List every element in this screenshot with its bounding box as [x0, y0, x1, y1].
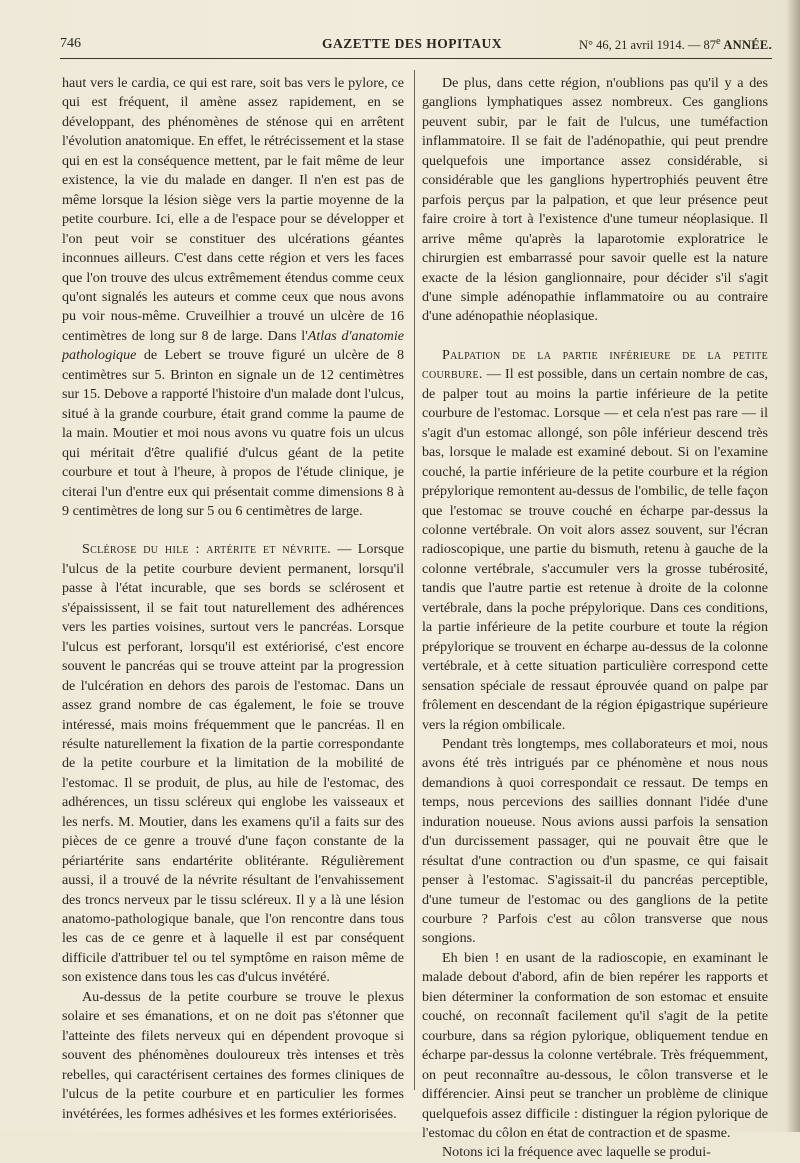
left-section-sclerose	[62, 540, 404, 987]
journal-title: GAZETTE DES HOPITAUX	[322, 36, 503, 51]
left-p1-italic: Atlas d'anatomie pathologique	[62, 327, 405, 364]
left-p1-text: haut vers le cardia, ce qui est rare, soit bas vers le pylore, ce qui est fréquent, il amène assez rapidement, en se développant, des phénomènes de sténose qui en arrêtent l'évolution anatomique. En effet, le rétrécissement et la stase qui en est la conséquence mettent, par le fait même de leur existence, la vie du malade en danger. Il n'en est pas de même lorsque la lésion siège vers la partie moyenne de la petite courbure. Ici, elle a de l'espace pour se développer et l'on peut voir se constituer des ulcérations géantes inconnues ailleurs. C'est dans cette région et vers les faces que l'on trouve des ulcus extrêmement étendus comme ceux qu'ont signalés les auteurs et comme ceux que nous avons pu voir nous-même. Cruveilhier a trouvé un ulcère de 16 centimètres de long sur 8 de large. Dans l'	[62, 75, 404, 344]
issue-date: N° 46, 21 avril 1914. — 87	[579, 38, 716, 53]
section-text-sclerose: — Lorsque l'ulcus de la petite courbure devient permanent, lorsqu'il passe à l'état incurable, que ses bords se sclérosent et s'épaississent, il se fait tout naturellement des adhérences vers les parties voisines, surtout vers le pancréas. Lorsque l'ulcus est perforant, lorsqu'il est extériorisé, c'est encore souvent le pancréas qui se trouve atteint par la progression de l'ulcération en dehors des parois de l'estomac. Dans un assez grand nombre de cas également, le foie se trouve intéressé, mais moins fréquemment que le pancréas. Il en résulte naturellement la fixation de la partie correspondante de la petite courbure et la limitation de la mobilité de l'estomac. Il se produit, de plus, au hile de l'estomac, des adhérences, un tissu scléreux qui englobe les vaisseaux et les nerfs. M. Moutier, dans les examens qu'il a faits sur des pièces de ce genre a trouvé d'une façon constante de la périartérite sans endartérite oblitérante. Régulièrement aussi, il a trouvé de la névrite résultant de l'envahissement des troncs nerveux par le tissu scléreux. Il y a là une lésion anatomo-pathologique banale, que l'on rencontre dans tous les cas de ce genre et à laquelle il est par conséquent difficile d'attribuer tel ou tel symptôme en raison même de son existence dans tous les cas d'ulcus invétéré.	[62, 541, 404, 986]
issue-info	[579, 36, 772, 53]
section-heading-palpation: Palpation de la partie inférieure de la petite courbure.	[422, 346, 768, 383]
column-divider	[414, 70, 415, 1090]
left-paragraph-1	[62, 74, 404, 521]
left-p1-tail: de Lebert se trouve figuré un ulcère de 8 centimètres sur 5. Brinton en signale un de 12 centimètres sur 15. Debove a rapporté l'histoire d'un malade dont l'ulcus, situé à la grande courbure, était grand comme la paume de la main. Moutier et moi nous avons vu quatre fois un ulcus qui méritait d'être qualifié d'ulcus géant de la petite courbure et tout à l'heure, à propos de l'étude clinique, je citerai l'un d'entre eux qui présentait comme dimensions 8 à 9 centimètres de long sur 5 ou 6 centimètres de large.	[62, 347, 404, 519]
right-column	[422, 74, 768, 1161]
left-column	[62, 74, 405, 1122]
right-paragraph-1: De plus, dans cette région, n'oublions pas qu'il y a des ganglions lymphatiques assez nombreux. Ces ganglions peuvent subir, par le fait de l'ulcus, une tuméfaction inflammatoire. Il se fait de l'adénopathie, qui peut prendre quelquefois une importance assez considérable, si considérable que les ganglions hypertrophiés peuvent être parfois perçus par la palpation, et que leur présence peut faire croire à tort à l'existence d'une tumeur néoplasique. Il arrive même qu'après la laparotomie exploratrice le chirurgien est embarrassé pour savoir quelle est la nature exacte de la lésion ganglionnaire, pour décider s'il s'agit d'une simple adénopathie inflammatoire ou au contraire d'une adénopathie néoplasique.	[422, 75, 768, 325]
right-section-palpation	[422, 346, 768, 735]
page-number: 746	[60, 36, 81, 51]
page-edge-shadow	[786, 0, 800, 1132]
section-text-palpation: — Il est possible, dans un certain nombre de cas, de palper tout au moins la partie inférieure de la petite courbure de l'estomac. Lorsque — et cela n'est pas rare — il s'agit d'un estomac allongé, son pôle inférieur descend très bas, lorsque le malade est examiné debout. Si on l'examine couché, la partie inférieure de la petite courbure et la région prépylorique remontent au-dessus de l'ombilic, de telle façon que l'estomac se trouve couché en écharpe par-dessus la colonne vertébrale. On voit alors assez souvent, sur l'écran radioscopique, une partie du bismuth, retenu à gauche de la colonne vertébrale, s'accumuler vers la grosse tubérosité, tandis que l'autre partie est retenue à droite de la colonne vertébrale, dans la poche prépylorique. Dans ces conditions, la partie inférieure de la petite courbure et toute la région prépylorique se trouvent en écharpe au-dessus de la colonne vertébrale, et à cette situation particulière correspond cette sensation spéciale de ressaut éprouvée quand on palpe par frôlement en descendant de la région épigastrique supérieure vers la région ombilicale.	[422, 366, 768, 733]
left-paragraph-3: Au-dessus de la petite courbure se trouve le plexus solaire et ses émanations, et on ne doit pas s'étonner que l'atteinte des filets nerveux qui en dépendent provoque si souvent des phénomènes douloureux très intenses et très rebelles, qui caractérisent certaines des formes cliniques de l'ulcus de la petite courbure et en particulier les formes invétérées, les formes adhésives et les formes extériorisées.	[62, 988, 404, 1122]
right-paragraph-5: Notons ici la fréquence avec laquelle se produi-	[442, 1144, 711, 1161]
header-rule	[60, 58, 772, 59]
section-heading-sclerose: Sclérose du hile : artérite et névrite.	[82, 541, 332, 558]
right-paragraph-3: Pendant très longtemps, mes collaborateurs et moi, nous avons été très intrigués par ce phénomène et nous nous demandions à quoi correspondait ce ressaut. De temps en temps, nous percevions des saillies donnant l'idée d'une induration noueuse. Nous avions aussi parfois la sensation d'un durcissement passager, qui ne pouvait être que le résultat d'une contraction ou d'un spasme, ce qui faisait penser à l'estomac. S'agissait-il du pancréas perceptible, d'une tumeur de l'estomac ou des ganglions de la petite courbure ? Parfois c'est au côlon transverse que nous songions.	[422, 735, 768, 947]
right-paragraph-4: Eh bien ! en usant de la radioscopie, en examinant le malade debout d'abord, afin de bien repérer les rapports et bien déterminer la conformation de son estomac et ensuite couché, on reconnaît facilement qu'il s'agit de la petite courbure, dans sa région pylorique, obliquement tendue en écharpe par-dessus la colonne vertébrale. Très fréquemment, on peut reconnaître au-dessous, le côlon transverse et le différencier. Ainsi peut se trancher un problème de clinique quelquefois assez difficile : distinguer la région pylorique de l'estomac du côlon en état de contraction et de spasme.	[422, 949, 768, 1142]
running-header	[60, 36, 772, 58]
issue-superscript: e	[715, 36, 721, 47]
issue-annee: ANNÉE.	[720, 38, 772, 53]
